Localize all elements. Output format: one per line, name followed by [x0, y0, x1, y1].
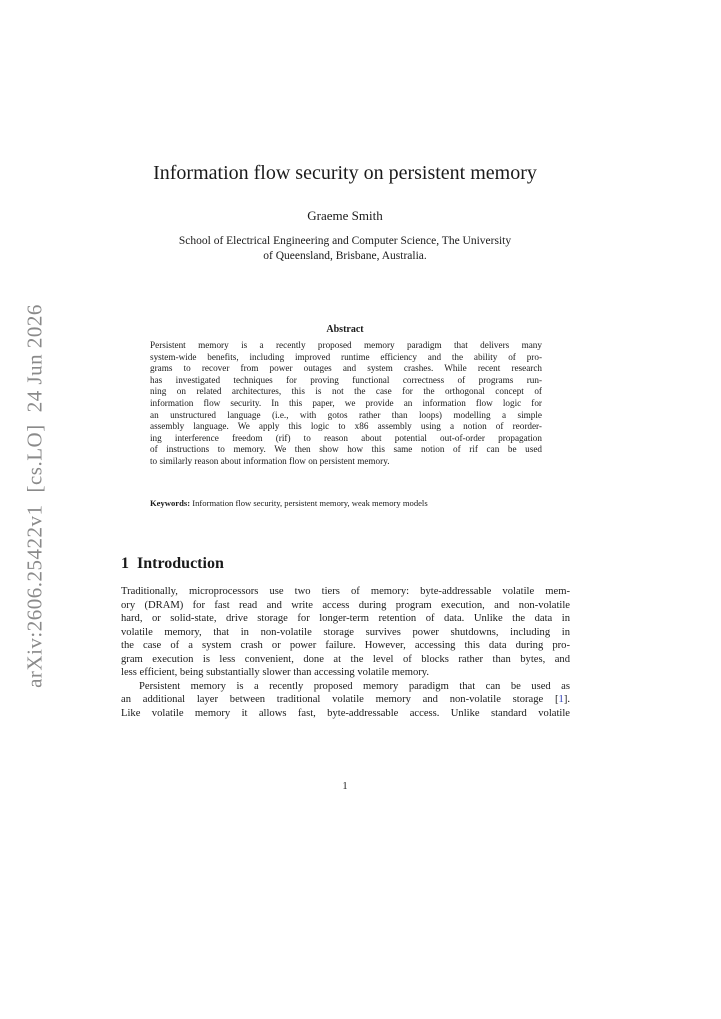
abstract-body: [150, 340, 542, 468]
paper-author: Graeme Smith: [307, 208, 383, 223]
body-line: ory (DRAM) for fast read and write access during program execution, and non-volatile: [121, 599, 570, 611]
body-line: Like volatile memory it allows fast, byte-addressable access. Unlike standard volatile: [121, 707, 570, 719]
abstract-heading: Abstract: [326, 324, 364, 335]
abstract-line: an unstructured language (i.e., with gotos rather than loops) modelling a simple: [150, 409, 542, 420]
body-line: less efficient, being substantially slower than accessing volatile memory.: [121, 667, 430, 678]
body-line: Persistent memory is a recently proposed memory paradigm that can be used as: [139, 680, 570, 692]
body-line: hard, or solid-state, drive storage for longer-term retention of data. Unlike the data in: [121, 613, 570, 624]
affiliation-line: of Queensland, Brisbane, Australia.: [263, 250, 427, 262]
arxiv-category: [cs.LO]: [22, 424, 47, 493]
abstract-line: of instructions to memory. We then show how this same notion of rif can be used: [150, 444, 542, 455]
abstract-line: ing interference freedom (rif) to reason about potential out-of-order propagation: [150, 432, 542, 443]
body-text-segment: an additional layer between traditional volatile memory and non-volatile storage [: [121, 694, 559, 705]
abstract-line: has investigated techniques for proving functional correctness of programs run-: [150, 374, 542, 385]
body-line: volatile memory, that in non-volatile storage survives power shutdowns, including in: [121, 626, 570, 638]
paper-title: Information flow security on persistent memory: [153, 162, 537, 184]
abstract-line: ning on related architectures, this is not the case for the orthogonal concept of: [150, 386, 542, 397]
arxiv-side-stamp: [15, 300, 55, 688]
page-number: 1: [342, 781, 348, 792]
keywords: [150, 498, 542, 509]
abstract-line: assembly language. We apply this logic to x86 assembly using a notion of reorder-: [150, 421, 542, 432]
arxiv-id[interactable]: arXiv:2606.25422v1: [22, 504, 47, 688]
keywords-label: Keywords:: [150, 498, 191, 508]
abstract-line: grams to recover from power outages and system crashes. While recent research: [150, 363, 542, 374]
affiliation-line: School of Electrical Engineering and Computer Science, The University: [178, 235, 512, 247]
keywords-text: Information flow security, persistent memory, weak memory models: [192, 498, 428, 508]
body-line: the case of a system crash or power failure. However, accessing this data during pro-: [121, 640, 570, 651]
abstract-line: Persistent memory is a recently proposed memory paradigm that delivers many: [150, 340, 542, 350]
abstract-line: to similarly reason about information flow on persistent memory.: [150, 455, 390, 466]
abstract-line: system-wide benefits, including improved runtime efficiency and the ability of pro-: [150, 351, 542, 362]
section-number: 1: [121, 555, 129, 572]
body-line: [121, 693, 570, 707]
section-body: [121, 585, 570, 720]
arxiv-date: 24 Jun 2026: [22, 304, 47, 413]
citation-link[interactable]: 1: [558, 694, 564, 705]
abstract-line: information flow security. In this paper, we provide an information flow logic for: [150, 397, 542, 408]
arxiv-stamp-text: [23, 292, 48, 688]
body-line: Traditionally, microprocessors use two tiers of memory: byte-addressable volatile mem-: [121, 586, 570, 597]
section-title: Introduction: [137, 555, 224, 572]
body-line: gram execution is less convenient, done at the level of blocks rather than bytes, and: [121, 653, 570, 665]
body-text-segment: ].: [563, 694, 570, 705]
paper-affiliation: [120, 234, 570, 264]
section-heading: [121, 554, 224, 574]
